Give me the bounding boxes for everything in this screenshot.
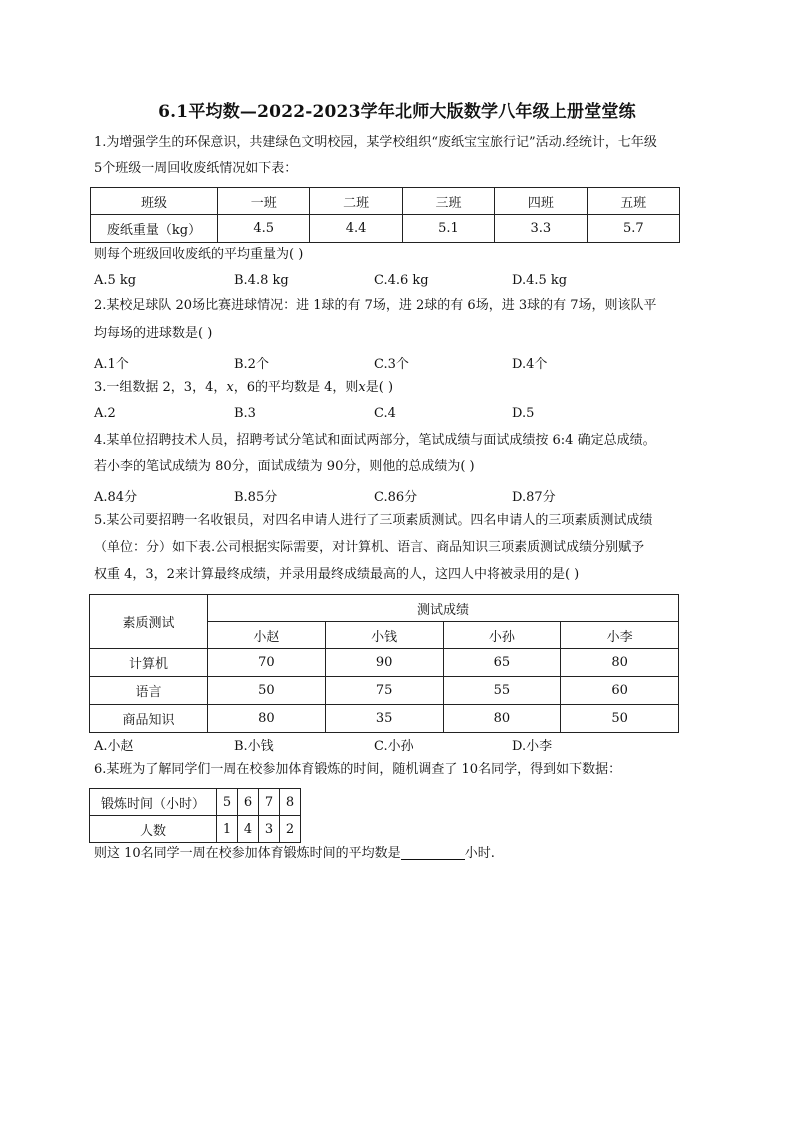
- q1-header-cell: 一班: [218, 188, 310, 215]
- q5-score-cell: 70: [208, 649, 326, 677]
- q6-cell: 8: [280, 789, 301, 816]
- q4-option-c[interactable]: C.86分: [374, 490, 418, 505]
- q6-table-time-row: [90, 789, 301, 816]
- q5-text-line2: （单位：分）如下表.公司根据实际需要，对计算机、语言、商品知识三项素质测试成绩分别赋予: [94, 540, 645, 555]
- q6-answer-post: 小时.: [464, 846, 495, 861]
- q5-text-line1: 5.某公司要招聘一名收银员，对四名申请人进行了三项素质测试。四名申请人的三项素质测试成绩: [94, 513, 653, 528]
- q6-cell: 2: [280, 816, 301, 843]
- q5-table: [89, 594, 679, 733]
- q3-text: [94, 375, 706, 401]
- q6-table: [89, 788, 301, 843]
- q1-option-a[interactable]: A.5 kg: [94, 273, 137, 288]
- q5-score-cell: 90: [325, 649, 443, 677]
- q6-table-count-row: [90, 816, 301, 843]
- q5-option-a[interactable]: A.小赵: [94, 739, 134, 754]
- q1-data-cell: 5.7: [587, 215, 679, 243]
- q5-option-d[interactable]: D.小李: [512, 739, 553, 754]
- q1-text-line2: 5个班级一周回收废纸情况如下表：: [94, 161, 298, 176]
- q6-row-label: 锻炼时间（小时）: [90, 789, 217, 816]
- q4-option-b[interactable]: B.85分: [234, 490, 278, 505]
- q1-header-cell: 四班: [495, 188, 587, 215]
- q5-option-b[interactable]: B.小钱: [234, 739, 274, 754]
- q3-text-post: 是( ): [365, 380, 394, 395]
- q6-cell: 3: [259, 816, 280, 843]
- q6-answer-line: [94, 841, 706, 867]
- q6-text-line1: 6.某班为了解同学们一周在校参加体育锻炼的时间，随机调查了 10名同学，得到如下数据：: [94, 762, 622, 777]
- q5-score-cell: 60: [561, 677, 679, 705]
- q4-text-line1: 4.某单位招聘技术人员，招聘考试分笔试和面试两部分，笔试成绩与面试成绩按 6:4 确定总成绩。: [94, 433, 656, 448]
- q1-table: [90, 187, 680, 243]
- q5-score-cell: 50: [208, 677, 326, 705]
- q5-group-header: 测试成绩: [208, 595, 679, 622]
- q5-row-label: 计算机: [90, 649, 208, 677]
- q6-cell: 5: [217, 789, 238, 816]
- q5-score-cell: 35: [325, 705, 443, 733]
- q1-data-cell: 3.3: [495, 215, 587, 243]
- q5-row-label: 语言: [90, 677, 208, 705]
- q1-table-header-row: [91, 188, 680, 215]
- q5-table-row: [90, 705, 679, 733]
- page-title: 6.1平均数—2022-2023学年北师大版数学八年级上册堂堂练: [158, 102, 636, 122]
- q3-text-mid: ，6的平均数是 4，则: [233, 380, 359, 395]
- q5-table-group-row: [90, 595, 679, 622]
- q5-score-cell: 75: [325, 677, 443, 705]
- q2-text-line2: 均每场的进球数是( ): [94, 326, 213, 341]
- q2-option-a[interactable]: A.1个: [94, 357, 129, 372]
- q5-corner-cell: 素质测试: [90, 595, 208, 649]
- q1-header-cell: 三班: [402, 188, 494, 215]
- q3-options: [94, 406, 654, 426]
- q6-answer-blank[interactable]: [401, 845, 465, 860]
- q4-text-line2: 若小李的笔试成绩为 80分，面试成绩为 90分，则他的总成绩为( ): [94, 459, 475, 474]
- q1-question: 则每个班级回收废纸的平均重量为( ): [94, 247, 304, 262]
- q5-score-cell: 50: [561, 705, 679, 733]
- q1-text-line1: 1.为增强学生的环保意识，共建绿色文明校园，某学校组织“废纸宝宝旅行记”活动.经统计，七年级: [94, 135, 657, 150]
- q3-option-d[interactable]: D.5: [512, 406, 535, 421]
- q2-option-c[interactable]: C.3个: [374, 357, 409, 372]
- q3-option-c[interactable]: C.4: [374, 406, 396, 421]
- q3-option-b[interactable]: B.3: [234, 406, 256, 421]
- q6-cell: 6: [238, 789, 259, 816]
- q5-score-cell: 65: [443, 649, 561, 677]
- q5-name-cell: 小李: [561, 622, 679, 649]
- q5-name-cell: 小赵: [208, 622, 326, 649]
- q6-row-label: 人数: [90, 816, 217, 843]
- q5-option-c[interactable]: C.小孙: [374, 739, 414, 754]
- q3-text-pre: 3.一组数据 2，3，4，: [94, 380, 227, 395]
- q3-variable: x: [358, 380, 366, 395]
- q1-option-b[interactable]: B.4.8 kg: [234, 273, 289, 288]
- q4-option-a[interactable]: A.84分: [94, 490, 138, 505]
- q1-table-data-row: [91, 215, 680, 243]
- q1-data-cell: 废纸重量（kg）: [91, 215, 218, 243]
- q1-options: [94, 273, 654, 293]
- q5-options: [94, 735, 654, 755]
- q2-option-b[interactable]: B.2个: [234, 357, 269, 372]
- q5-name-cell: 小孙: [443, 622, 561, 649]
- q4-options: [94, 486, 654, 506]
- q1-data-cell: 5.1: [402, 215, 494, 243]
- q5-score-cell: 80: [561, 649, 679, 677]
- q5-score-cell: 80: [208, 705, 326, 733]
- q3-variable: x: [226, 380, 234, 395]
- q5-table-row: [90, 677, 679, 705]
- q1-header-cell: 二班: [310, 188, 402, 215]
- q5-name-cell: 小钱: [325, 622, 443, 649]
- q6-answer-pre: 则这 10名同学一周在校参加体育锻炼时间的平均数是: [94, 846, 401, 861]
- q1-data-cell: 4.4: [310, 215, 402, 243]
- q5-table-row: [90, 649, 679, 677]
- q1-header-cell: 班级: [91, 188, 218, 215]
- q2-text-line1: 2.某校足球队 20场比赛进球情况：进 1球的有 7场，进 2球的有 6场，进 3球的有 7场，则该队平: [94, 298, 657, 313]
- q3-option-a[interactable]: A.2: [94, 406, 116, 421]
- q1-data-cell: 4.5: [218, 215, 310, 243]
- q1-option-d[interactable]: D.4.5 kg: [512, 273, 568, 288]
- q5-row-label: 商品知识: [90, 705, 208, 733]
- q1-header-cell: 五班: [587, 188, 679, 215]
- q6-cell: 4: [238, 816, 259, 843]
- q2-option-d[interactable]: D.4个: [512, 357, 548, 372]
- q6-cell: 7: [259, 789, 280, 816]
- q5-text-line3: 权重 4，3，2来计算最终成绩，并录用最终成绩最高的人，这四人中将被录用的是( ): [94, 567, 580, 582]
- q1-option-c[interactable]: C.4.6 kg: [374, 273, 429, 288]
- q6-cell: 1: [217, 816, 238, 843]
- q2-options: [94, 353, 654, 373]
- q4-option-d[interactable]: D.87分: [512, 490, 556, 505]
- q5-score-cell: 80: [443, 705, 561, 733]
- q5-score-cell: 55: [443, 677, 561, 705]
